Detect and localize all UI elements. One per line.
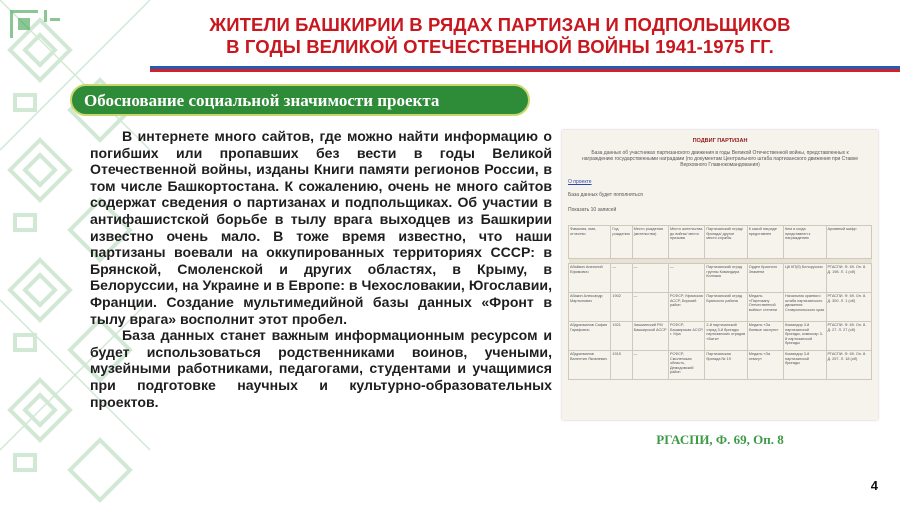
- table-cell: Абдрахманов Сафия Гарифович: [569, 322, 611, 351]
- paragraph-1: В интернете много сайтов, где можно найти информацию о погибших или пропавших без вести в годы Великой Отечественной войны, изданы Книги памяти регионов России, в том числе Башкортостана. К сожалению, очень не много сайтов содержат сведения о партизанах и подпольщиках. Об участии в антифашистской борьбе в тылу врага выходцев из Башкирии известно очень мало. В тоже время известно, что наши партизаны воевали на оккупированных территориях СССР: в Брянской, Смоленской и других областях, в Крыму, в Белоруссии, на Украине и в Европе: в Чехословакии, Югославии, Франции. Создание мультимедийной базы данных «Фронт в тылу врага» восполнит этот пробел.: [90, 128, 552, 327]
- table-cell: РСФСР, Башкирская АССР, г. Уфа: [668, 322, 704, 351]
- table-cell: Медаль «За отвагу»: [747, 351, 783, 380]
- paragraph-2: База данных станет важным информационным ресурсом и будет использоваться родственниками воинов, учеными, музейными работниками, педагогами, студентами и учащимися при подготовке научных и культурно-образовательных проектов.: [90, 327, 552, 410]
- show-entries-select[interactable]: Показать 10 записей: [568, 206, 617, 213]
- table-cell: Партизанская бригада № 19: [705, 351, 747, 380]
- database-screenshot: [562, 130, 878, 420]
- table-cell: Чишминский РМ Башкирской АССР: [632, 322, 668, 351]
- table-cell: Медаль «За боевые заслуги»: [747, 322, 783, 351]
- table-cell: РСФСР, Смоленская область, Демидовский район: [668, 351, 704, 380]
- table-cell: Партизанский отряд Брянского района: [705, 293, 747, 322]
- table-row: [569, 264, 872, 293]
- title-line-2: В ГОДЫ ВЕЛИКОЙ ОТЕЧЕСТВЕННОЙ ВОЙНЫ 1941-1975 ГГ.: [226, 36, 774, 57]
- column-header[interactable]: Место рождения (жительства): [632, 226, 668, 259]
- column-header[interactable]: Кем и когда представлен к награждению: [784, 226, 826, 259]
- table-cell: Абайкин Анатолий Ефимович: [569, 264, 611, 293]
- table-cell: РГАСПИ. Ф. 69. Оп. 8. Д. 257. Л. 18 (об): [826, 351, 872, 380]
- table-cell: Командир 3-й партизанской бригады: [784, 351, 826, 380]
- archive-caption: РГАСПИ, Ф. 69, Оп. 8: [656, 432, 784, 447]
- table-cell: Начальник краевого штаба партизанского движения Ставропольского края: [784, 293, 826, 322]
- page-number: 4: [870, 478, 878, 493]
- table-cell: РСФСР, Уфимская АССР, Бирский район: [668, 293, 704, 322]
- column-header[interactable]: К какой награде представлен: [747, 226, 783, 259]
- table-cell: —: [632, 264, 668, 293]
- body-text: [90, 128, 552, 410]
- table-cell: РГАСПИ. Ф. 69. Оп. 8. Д. 27. Л. 27 (об): [826, 322, 872, 351]
- table-cell: РГАСПИ. Ф. 69. Оп. 8. Д. 300. Л. 1 (об): [826, 293, 872, 322]
- partisan-table: [568, 225, 872, 380]
- section-title: Обоснование социальной значимости проекта: [84, 91, 440, 110]
- column-header[interactable]: Место жительства до войны/ место призыва: [668, 226, 704, 259]
- table-cell: —: [632, 293, 668, 322]
- table-cell: —: [611, 264, 632, 293]
- column-header[interactable]: Партизанский отряд/ бригада/ другое место службы: [705, 226, 747, 259]
- table-row: [569, 293, 872, 322]
- flag-stripe-red: [150, 69, 900, 72]
- table-cell: —: [632, 351, 668, 380]
- table-cell: 1902: [611, 293, 632, 322]
- column-header[interactable]: Год рождения: [611, 226, 632, 259]
- table-cell: Абдрахманов Валентин Яковлевич: [569, 351, 611, 380]
- table-cell: —: [668, 264, 704, 293]
- table-row: [569, 322, 872, 351]
- table-cell: ЦК КП(б) Белоруссии: [784, 264, 826, 293]
- table-cell: 1921: [611, 322, 632, 351]
- column-header[interactable]: Фамилия, имя, отчество: [569, 226, 611, 259]
- table-cell: Абакин Александр Мартынович: [569, 293, 611, 322]
- table-cell: Партизанский отряд группы Командира Колпака: [705, 264, 747, 293]
- title-line-1: ЖИТЕЛИ БАШКИРИИ В РЯДАХ ПАРТИЗАН И ПОДПОЛЬЩИКОВ: [209, 14, 791, 35]
- slide-title: [150, 14, 850, 58]
- table-cell: 2-й партизанский отряд 3-й бригады партизанских отрядов «Бати»: [705, 322, 747, 351]
- about-project-link[interactable]: О проекте: [568, 178, 592, 185]
- doc-heading: ПОДВИГ ПАРТИЗАН: [692, 138, 748, 144]
- section-header: [70, 84, 530, 116]
- table-cell: 1915: [611, 351, 632, 380]
- column-header[interactable]: Архивный шифр: [826, 226, 872, 259]
- table-cell: Медаль «Партизану Отечественной войны» степени: [747, 293, 783, 322]
- table-row: [569, 351, 872, 380]
- table-header-row: [569, 226, 872, 259]
- table-cell: Орден Красного Знамени: [747, 264, 783, 293]
- doc-note: База данных будет пополняться: [568, 191, 643, 198]
- doc-description: База данных об участниках партизанского движения в годы Великой Отечественной войны, представленных к награждению государственными наградами (по документам Центрального штаба партизанского движения при Ставке Верховного Главнокомандования): [582, 150, 858, 169]
- table-cell: Командир 3-й партизанской бригады, комиссар 3-й партизанской бригады: [784, 322, 826, 351]
- table-cell: РГАСПИ. Ф. 69. Оп. 8. Д. 198. Л. 1 (об): [826, 264, 872, 293]
